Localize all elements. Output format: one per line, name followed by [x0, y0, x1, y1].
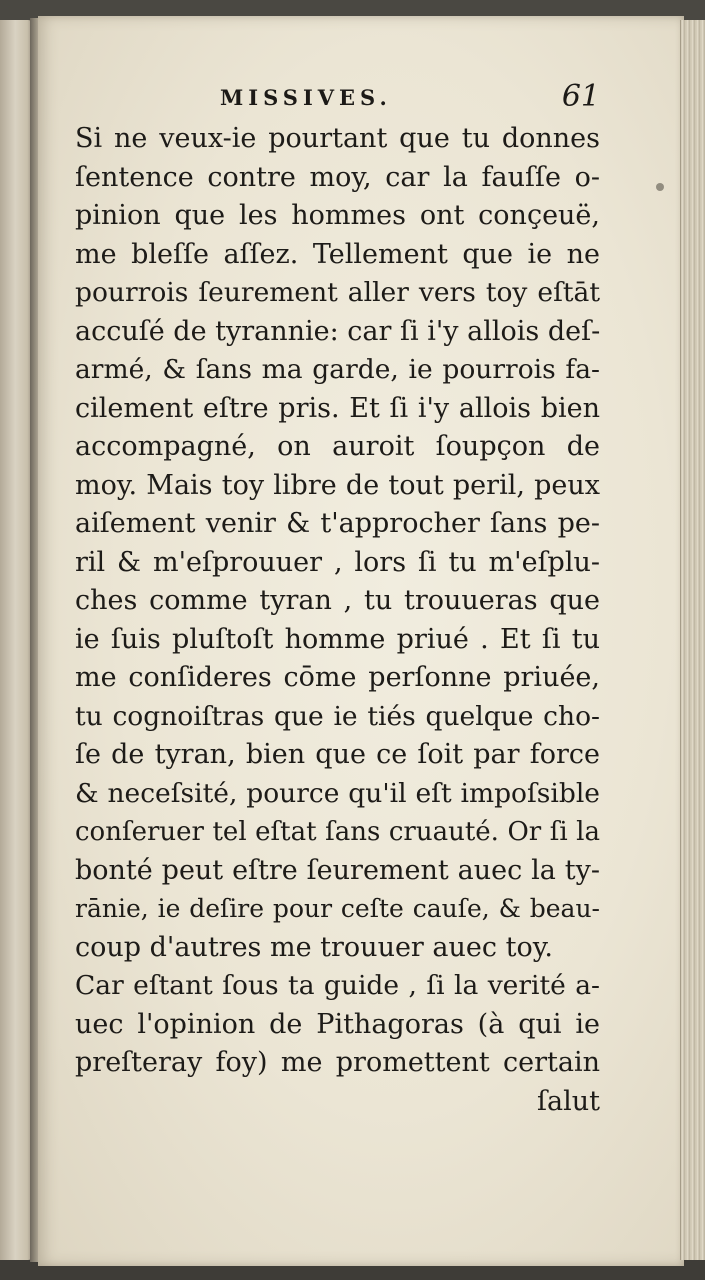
- body-text: [75, 120, 600, 1121]
- text-line: ril & m'eſprouuer , lors ſi tu m'eſplu-: [75, 546, 600, 578]
- text-line: cilement eſtre pris. Et ſi i'y allois bien: [75, 392, 600, 424]
- text-line: pinion que les hommes ont conçeuë,: [75, 200, 600, 231]
- text-line: bonté peut eſtre ſeurement auec la ty-: [75, 854, 600, 886]
- text-line: conſeruer tel eſtat ſans cruauté. Or ſi la: [75, 817, 600, 847]
- text-line: me conſideres cōme perſonne priuée,: [75, 662, 600, 693]
- running-title: MISSIVES.: [220, 85, 392, 110]
- text-line: uec l'opinion de Pithagoras (à qui ie: [75, 1008, 600, 1040]
- text-line: armé, & ſans ma garde, ie pourrois fa-: [75, 354, 600, 385]
- page-fore-edge: [680, 20, 705, 1260]
- running-head: [38, 79, 684, 123]
- text-line: Si ne veux-ie pourtant que tu donnes: [75, 123, 600, 154]
- text-line: rānie, ie deſire pour ceſte cauſe, & beau-: [75, 894, 600, 923]
- catchword: ſalut: [537, 1085, 600, 1117]
- text-line: & neceſsité, pource qu'il eſt impoſsible: [75, 777, 600, 809]
- page-number: 61: [561, 79, 600, 114]
- text-line: aiſement venir & t'approcher ſans pe-: [75, 508, 600, 539]
- text-line: preſteray foy) me promettent certain: [75, 1047, 600, 1078]
- text-line: tu cognoiſtras que ie tiés quelque cho-: [75, 700, 600, 732]
- text-line: accuſé de tyrannie: car ſi i'y allois deſ-: [75, 315, 600, 347]
- text-line: ſe de tyran, bien que ce ſoit par force: [75, 739, 600, 770]
- text-line: ſentence contre moy, car la fauſſe o-: [75, 161, 600, 193]
- text-line: me bleſſe aſſez. Tellement que ie ne: [75, 238, 600, 270]
- text-line: coup d'autres me trouuer auec toy.: [75, 931, 553, 963]
- text-line: ie ſuis pluſtoſt homme priué . Et ſi tu: [75, 623, 600, 655]
- text-line: accompagné, on auroit ſoupçon de: [75, 431, 600, 462]
- text-line: pourrois ſeurement aller vers toy eſtāt: [75, 277, 600, 308]
- text-line: moy. Mais toy libre de tout peril, peux: [75, 469, 600, 501]
- left-page-edge: [0, 20, 34, 1260]
- text-line: ches comme tyran , tu trouueras que: [75, 585, 600, 616]
- text-line: Car eſtant ſous ta guide , ſi la verité a-: [75, 970, 600, 1001]
- paper-speck: [656, 183, 664, 191]
